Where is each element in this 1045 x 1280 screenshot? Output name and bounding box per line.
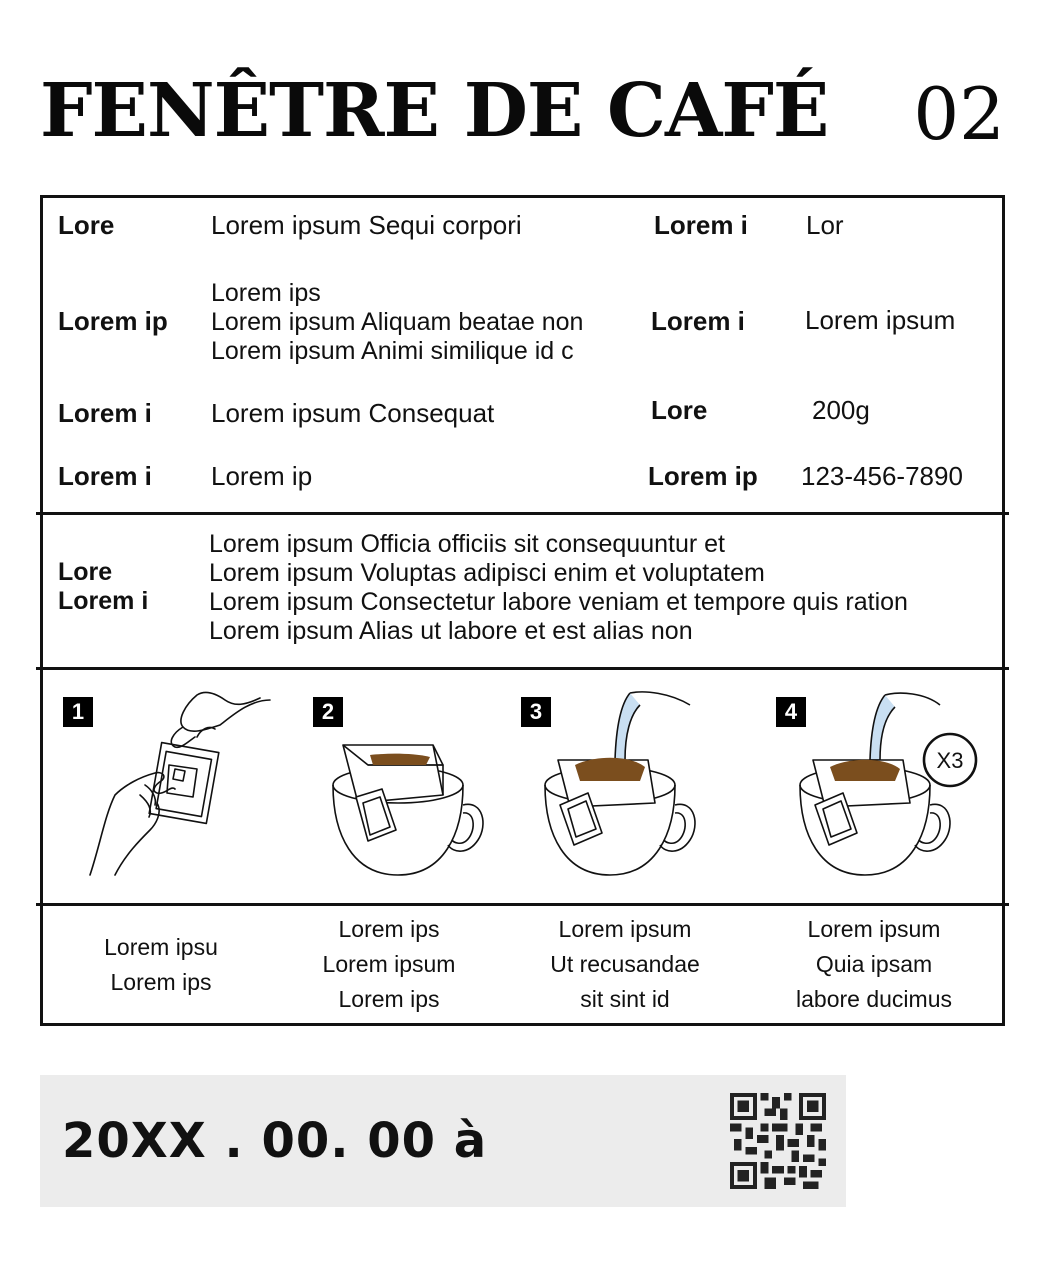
notes-label-line: Lore xyxy=(58,558,113,586)
qr-code-icon[interactable] xyxy=(730,1093,826,1189)
step-number: 4 xyxy=(776,697,806,727)
info-value-line: Lorem ipsum Animi similique id c xyxy=(211,337,574,365)
caption-line: Ut recusandae xyxy=(550,951,700,977)
caption-line: Lorem ipsum xyxy=(558,916,692,942)
info-value: Lor xyxy=(806,210,844,240)
caption-line: Quia ipsam xyxy=(815,951,933,977)
info-label: Lorem ip xyxy=(648,461,758,491)
info-value: Lorem ipsum Sequi corpori xyxy=(211,210,522,240)
info-label: Lore xyxy=(58,210,115,240)
page-number: 02 xyxy=(913,72,1005,156)
divider xyxy=(36,667,1009,670)
date-text: 20XX . 00. 00 à xyxy=(62,1113,488,1169)
info-label: Lorem i xyxy=(58,398,152,428)
info-value-line: Lorem ipsum Aliquam beatae non xyxy=(211,308,584,336)
notes-label-line: Lorem i xyxy=(58,587,149,615)
info-label: Lorem i xyxy=(651,306,745,336)
phone-value: 123-456-7890 xyxy=(801,461,963,491)
step-caption xyxy=(269,912,509,1017)
info-value: 200g xyxy=(812,395,870,425)
cup-drip-illustration xyxy=(318,685,488,885)
info-label: Lore xyxy=(651,395,708,425)
info-value: Lorem ipsum Consequat xyxy=(211,398,495,428)
step-caption xyxy=(754,912,994,1017)
info-label: Lorem i xyxy=(654,210,748,240)
info-value: Lorem ipsum xyxy=(805,305,956,335)
notes-line: Lorem ipsum Alias ut labore et est alias non xyxy=(209,617,693,645)
info-label: Lorem ip xyxy=(58,306,168,336)
pour-water-illustration xyxy=(530,685,710,895)
step-number: 3 xyxy=(521,697,551,727)
caption-line: Lorem ips xyxy=(110,969,212,995)
page-title: FENÊTRE DE CAFÉ xyxy=(40,68,829,154)
caption-line: sit sint id xyxy=(580,986,670,1012)
step-number: 2 xyxy=(313,697,343,727)
notes-text xyxy=(209,530,908,646)
notes-label xyxy=(58,558,148,616)
info-value-line: Lorem ips xyxy=(211,279,321,307)
divider xyxy=(36,903,1009,906)
caption-line: labore ducimus xyxy=(796,986,952,1012)
step-caption xyxy=(505,912,745,1017)
notes-line: Lorem ipsum Voluptas adipisci enim et voluptatem xyxy=(209,559,765,587)
divider xyxy=(36,512,1009,515)
pour-repeat-illustration xyxy=(785,685,985,895)
info-value xyxy=(211,279,583,366)
repeat-badge: X3 xyxy=(936,748,964,773)
open-bag-illustration xyxy=(85,685,285,885)
step-caption xyxy=(41,930,281,1000)
info-value: Lorem ip xyxy=(211,461,313,491)
step-number: 1 xyxy=(63,697,93,727)
date-footer xyxy=(40,1075,846,1207)
notes-line: Lorem ipsum Officia officiis sit consequuntur et xyxy=(209,530,725,558)
caption-line: Lorem ipsu xyxy=(104,934,218,960)
notes-line: Lorem ipsum Consectetur labore veniam et tempore quis ration xyxy=(209,588,908,616)
caption-line: Lorem ips xyxy=(338,916,440,942)
info-label: Lorem i xyxy=(58,461,152,491)
caption-line: Lorem ips xyxy=(338,986,440,1012)
caption-line: Lorem ipsum xyxy=(807,916,941,942)
caption-line: Lorem ipsum xyxy=(322,951,456,977)
